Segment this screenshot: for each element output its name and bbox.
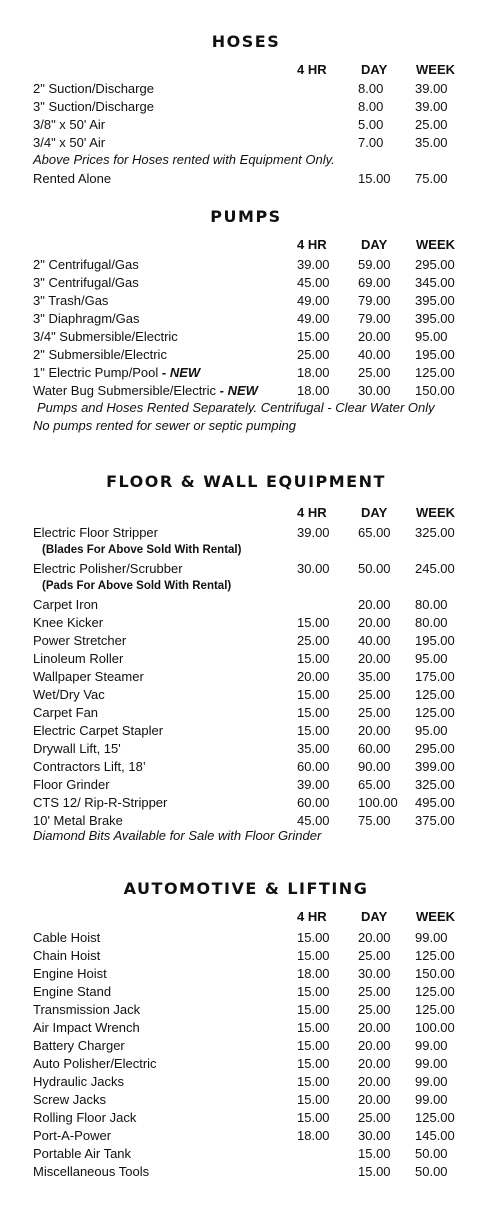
item-name	[33, 947, 100, 965]
4hr-price: 15.00	[297, 1092, 330, 1107]
item-name-text: Electric Carpet Stapler	[33, 723, 164, 738]
item-name-text: Wet/Dry Vac	[33, 687, 105, 702]
item-name	[33, 1001, 140, 1019]
4hr-price: 15.00	[297, 651, 330, 666]
item-name	[33, 1145, 131, 1163]
item-name	[33, 1127, 111, 1145]
item-name-text: 10' Metal Brake	[33, 813, 123, 828]
item-name-text: Screw Jacks	[33, 1092, 106, 1107]
day-price: 8.00	[358, 99, 384, 114]
day-price: 35.00	[358, 669, 391, 684]
4hr-price: 39.00	[297, 525, 330, 540]
new-tag: - NEW	[219, 383, 258, 398]
day-price: 60.00	[358, 741, 391, 756]
item-name-text: Portable Air Tank	[33, 1146, 132, 1161]
week-price: 95.00	[415, 651, 448, 666]
day-price: 65.00	[358, 525, 391, 540]
4hr-price: 18.00	[297, 966, 330, 981]
item-name-text: 3/4" Submersible/Electric	[33, 329, 178, 344]
table-row	[0, 364, 502, 382]
week-price: 100.00	[415, 1020, 455, 1035]
item-name	[33, 614, 103, 632]
week-price: 95.00	[415, 723, 448, 738]
4hr-price: 25.00	[297, 633, 330, 648]
item-name	[33, 274, 139, 292]
table-row	[0, 740, 502, 758]
item-name	[33, 80, 154, 98]
item-name	[33, 1019, 140, 1037]
table-row	[0, 704, 502, 722]
item-name	[33, 1073, 124, 1091]
floor-col-4hr: 4 HR	[297, 505, 327, 520]
day-price: 79.00	[358, 311, 391, 326]
day-price: 65.00	[358, 777, 391, 792]
table-row	[0, 668, 502, 686]
item-name-text: Air Impact Wrench	[33, 1020, 140, 1035]
day-price: 8.00	[358, 81, 384, 96]
item-name	[33, 929, 100, 947]
floor-subnote-blades: (Blades For Above Sold With Rental)	[42, 544, 242, 556]
item-name-text: Battery Charger	[33, 1038, 125, 1053]
item-name-text: Linoleum Roller	[33, 651, 124, 666]
day-price: 50.00	[358, 561, 391, 576]
table-row	[0, 614, 502, 632]
day-price: 15.00	[358, 171, 391, 186]
week-price: 125.00	[415, 1002, 455, 1017]
item-name	[33, 965, 107, 983]
item-name-text: Contractors Lift, 18’	[33, 759, 146, 774]
day-price: 20.00	[358, 1056, 391, 1071]
item-name	[33, 668, 144, 686]
item-name	[33, 346, 167, 364]
4hr-price: 20.00	[297, 669, 330, 684]
4hr-price: 18.00	[297, 365, 330, 380]
table-row	[0, 1037, 502, 1055]
hoses-rented-alone-row	[0, 170, 502, 188]
item-name	[33, 1091, 106, 1109]
pumps-col-week: WEEK	[416, 237, 455, 252]
week-price: 245.00	[415, 561, 455, 576]
table-row	[0, 346, 502, 364]
table-row	[0, 758, 502, 776]
item-name	[33, 116, 105, 134]
week-price: 25.00	[415, 117, 448, 132]
pumps-title: PUMPS	[210, 207, 282, 226]
table-row	[0, 292, 502, 310]
4hr-price: 15.00	[297, 329, 330, 344]
day-price: 20.00	[358, 329, 391, 344]
table-row	[0, 560, 502, 578]
item-name	[33, 794, 167, 812]
floor-note: Diamond Bits Available for Sale with Floor Grinder	[33, 828, 322, 843]
day-price: 5.00	[358, 117, 384, 132]
day-price: 25.00	[358, 1002, 391, 1017]
item-name-text: CTS 12/ Rip-R-Stripper	[33, 795, 168, 810]
table-row	[0, 256, 502, 274]
floor-col-week: WEEK	[416, 505, 455, 520]
hoses-col-4hr: 4 HR	[297, 62, 327, 77]
week-price: 295.00	[415, 741, 455, 756]
day-price: 40.00	[358, 633, 391, 648]
week-price: 150.00	[415, 966, 455, 981]
hoses-col-day: DAY	[361, 62, 388, 77]
table-row	[0, 776, 502, 794]
item-name-text: Water Bug Submersible/Electric	[33, 383, 220, 398]
item-name-text: Miscellaneous Tools	[33, 1164, 150, 1179]
day-price: 20.00	[358, 615, 391, 630]
item-name-text: 3/4" x 50' Air	[33, 135, 106, 150]
table-row	[0, 1109, 502, 1127]
auto-col-4hr: 4 HR	[297, 909, 327, 924]
week-price: 50.00	[415, 1164, 448, 1179]
4hr-price: 15.00	[297, 705, 330, 720]
item-name	[33, 382, 258, 400]
table-row	[0, 1163, 502, 1181]
day-price: 79.00	[358, 293, 391, 308]
pumps-note-1: Pumps and Hoses Rented Separately. Centrifugal - Clear Water Only	[37, 400, 435, 415]
week-price: 145.00	[415, 1128, 455, 1143]
day-price: 75.00	[358, 813, 391, 828]
item-name-text: Electric Polisher/Scrubber	[33, 561, 183, 576]
week-price: 399.00	[415, 759, 455, 774]
item-name	[33, 650, 123, 668]
table-row	[0, 1145, 502, 1163]
table-row	[0, 328, 502, 346]
4hr-price: 25.00	[297, 347, 330, 362]
week-price: 99.00	[415, 1038, 448, 1053]
item-name: Rented Alone	[33, 171, 112, 186]
item-name-text: Engine Hoist	[33, 966, 107, 981]
4hr-price: 18.00	[297, 1128, 330, 1143]
4hr-price: 35.00	[297, 741, 330, 756]
item-name-text: Hydraulic Jacks	[33, 1074, 125, 1089]
week-price: 99.00	[415, 1074, 448, 1089]
week-price: 35.00	[415, 135, 448, 150]
day-price: 20.00	[358, 1038, 391, 1053]
item-name-text: Rolling Floor Jack	[33, 1110, 137, 1125]
week-price: 150.00	[415, 383, 455, 398]
week-price: 295.00	[415, 257, 455, 272]
4hr-price: 15.00	[297, 984, 330, 999]
item-name-text: Auto Polisher/Electric	[33, 1056, 157, 1071]
item-name-text: Carpet Fan	[33, 705, 99, 720]
table-row	[0, 983, 502, 1001]
4hr-price: 15.00	[297, 1002, 330, 1017]
4hr-price: 45.00	[297, 275, 330, 290]
item-name	[33, 983, 111, 1001]
4hr-price: 39.00	[297, 257, 330, 272]
item-name-text: Cable Hoist	[33, 930, 101, 945]
week-price: 345.00	[415, 275, 455, 290]
item-name	[33, 560, 183, 578]
item-name-text: Floor Grinder	[33, 777, 110, 792]
week-price: 325.00	[415, 777, 455, 792]
week-price: 125.00	[415, 1110, 455, 1125]
day-price: 20.00	[358, 723, 391, 738]
4hr-price: 15.00	[297, 1110, 330, 1125]
table-row	[0, 134, 502, 152]
day-price: 30.00	[358, 966, 391, 981]
week-price: 195.00	[415, 633, 455, 648]
item-name-text: Chain Hoist	[33, 948, 101, 963]
table-row	[0, 524, 502, 542]
item-name	[33, 1163, 149, 1181]
week-price: 375.00	[415, 813, 455, 828]
table-row	[0, 80, 502, 98]
item-name-text: Carpet Iron	[33, 597, 99, 612]
item-name	[33, 632, 126, 650]
week-price: 80.00	[415, 597, 448, 612]
table-row	[0, 947, 502, 965]
table-row	[0, 1055, 502, 1073]
table-row	[0, 1001, 502, 1019]
4hr-price: 60.00	[297, 795, 330, 810]
item-name	[33, 740, 121, 758]
week-price: 99.00	[415, 930, 448, 945]
4hr-price: 18.00	[297, 383, 330, 398]
item-name-text: 3" Suction/Discharge	[33, 99, 154, 114]
4hr-price: 49.00	[297, 293, 330, 308]
table-row	[0, 794, 502, 812]
week-price: 325.00	[415, 525, 455, 540]
item-name	[33, 310, 140, 328]
floor-col-day: DAY	[361, 505, 388, 520]
4hr-price: 15.00	[297, 723, 330, 738]
item-name	[33, 256, 139, 274]
week-price: 50.00	[415, 1146, 448, 1161]
4hr-price: 45.00	[297, 813, 330, 828]
item-name-text: 2" Submersible/Electric	[33, 347, 167, 362]
pumps-col-4hr: 4 HR	[297, 237, 327, 252]
day-price: 30.00	[358, 383, 391, 398]
item-name	[33, 328, 178, 346]
week-price: 125.00	[415, 687, 455, 702]
day-price: 20.00	[358, 651, 391, 666]
week-price: 39.00	[415, 81, 448, 96]
week-price: 125.00	[415, 948, 455, 963]
day-price: 25.00	[358, 687, 391, 702]
day-price: 20.00	[358, 1020, 391, 1035]
item-name-text: 2" Centrifugal/Gas	[33, 257, 139, 272]
week-price: 395.00	[415, 293, 455, 308]
table-row	[0, 382, 502, 400]
day-price: 15.00	[358, 1164, 391, 1179]
day-price: 7.00	[358, 135, 384, 150]
day-price: 90.00	[358, 759, 391, 774]
4hr-price: 49.00	[297, 311, 330, 326]
week-price: 395.00	[415, 311, 455, 326]
day-price: 20.00	[358, 1092, 391, 1107]
day-price: 40.00	[358, 347, 391, 362]
item-name	[33, 364, 200, 382]
item-name-text: 3" Centrifugal/Gas	[33, 275, 139, 290]
table-row	[0, 929, 502, 947]
week-price: 125.00	[415, 365, 455, 380]
table-row	[0, 116, 502, 134]
item-name	[33, 524, 158, 542]
week-price: 125.00	[415, 984, 455, 999]
day-price: 30.00	[358, 1128, 391, 1143]
item-name	[33, 596, 98, 614]
4hr-price: 15.00	[297, 687, 330, 702]
week-price: 125.00	[415, 705, 455, 720]
table-row	[0, 274, 502, 292]
pumps-note-2: No pumps rented for sewer or septic pumping	[33, 418, 297, 433]
4hr-price: 15.00	[297, 948, 330, 963]
day-price: 25.00	[358, 1110, 391, 1125]
hoses-col-week: WEEK	[416, 62, 455, 77]
day-price: 20.00	[358, 930, 391, 945]
item-name-text: 3" Diaphragm/Gas	[33, 311, 140, 326]
item-name-text: Port-A-Power	[33, 1128, 112, 1143]
item-name-text: Knee Kicker	[33, 615, 104, 630]
week-price: 75.00	[415, 171, 448, 186]
week-price: 495.00	[415, 795, 455, 810]
4hr-price: 15.00	[297, 930, 330, 945]
item-name	[33, 134, 105, 152]
week-price: 195.00	[415, 347, 455, 362]
day-price: 15.00	[358, 1146, 391, 1161]
4hr-price: 15.00	[297, 1038, 330, 1053]
item-name-text: 3" Trash/Gas	[33, 293, 109, 308]
day-price: 25.00	[358, 984, 391, 999]
day-price: 20.00	[358, 597, 391, 612]
item-name	[33, 292, 108, 310]
auto-col-day: DAY	[361, 909, 388, 924]
item-name	[33, 1037, 125, 1055]
4hr-price: 60.00	[297, 759, 330, 774]
week-price: 39.00	[415, 99, 448, 114]
table-row	[0, 310, 502, 328]
floor-wall-title: FLOOR & WALL EQUIPMENT	[106, 472, 386, 491]
table-row	[0, 722, 502, 740]
floor-subnote-pads: (Pads For Above Sold With Rental)	[42, 580, 232, 592]
day-price: 25.00	[358, 705, 391, 720]
day-price: 100.00	[358, 795, 398, 810]
item-name	[33, 98, 154, 116]
table-row	[0, 98, 502, 116]
4hr-price: 15.00	[297, 1074, 330, 1089]
item-name-text: 1" Electric Pump/Pool	[33, 365, 162, 380]
table-row	[0, 1091, 502, 1109]
table-row	[0, 1127, 502, 1145]
pumps-col-day: DAY	[361, 237, 388, 252]
auto-col-week: WEEK	[416, 909, 455, 924]
item-name	[33, 1109, 136, 1127]
week-price: 99.00	[415, 1056, 448, 1071]
item-name-text: 2" Suction/Discharge	[33, 81, 154, 96]
table-row	[0, 596, 502, 614]
hoses-title: HOSES	[211, 32, 281, 51]
week-price: 95.00	[415, 329, 448, 344]
item-name	[33, 776, 110, 794]
table-row	[0, 1073, 502, 1091]
day-price: 25.00	[358, 948, 391, 963]
4hr-price: 39.00	[297, 777, 330, 792]
4hr-price: 15.00	[297, 1056, 330, 1071]
table-row	[0, 1019, 502, 1037]
item-name-text: Electric Floor Stripper	[33, 525, 158, 540]
item-name-text: Drywall Lift, 15'	[33, 741, 121, 756]
table-row	[0, 632, 502, 650]
new-tag: - NEW	[161, 365, 201, 380]
item-name-text: Engine Stand	[33, 984, 112, 999]
item-name-text: Wallpaper Steamer	[33, 669, 144, 684]
day-price: 25.00	[358, 365, 391, 380]
item-name	[33, 704, 98, 722]
hoses-note: Above Prices for Hoses rented with Equipment Only.	[33, 152, 335, 167]
table-row	[0, 686, 502, 704]
table-row	[0, 650, 502, 668]
week-price: 80.00	[415, 615, 448, 630]
item-name	[33, 758, 146, 776]
item-name-text: 3/8" x 50' Air	[33, 117, 106, 132]
item-name	[33, 686, 105, 704]
4hr-price: 15.00	[297, 1020, 330, 1035]
automotive-title: AUTOMOTIVE & LIFTING	[123, 879, 369, 898]
item-name	[33, 1055, 157, 1073]
week-price: 99.00	[415, 1092, 448, 1107]
day-price: 59.00	[358, 257, 391, 272]
item-name	[33, 722, 163, 740]
item-name-text: Transmission Jack	[33, 1002, 141, 1017]
week-price: 175.00	[415, 669, 455, 684]
table-row	[0, 965, 502, 983]
4hr-price: 30.00	[297, 561, 330, 576]
item-name-text: Power Stretcher	[33, 633, 127, 648]
4hr-price: 15.00	[297, 615, 330, 630]
day-price: 20.00	[358, 1074, 391, 1089]
day-price: 69.00	[358, 275, 391, 290]
